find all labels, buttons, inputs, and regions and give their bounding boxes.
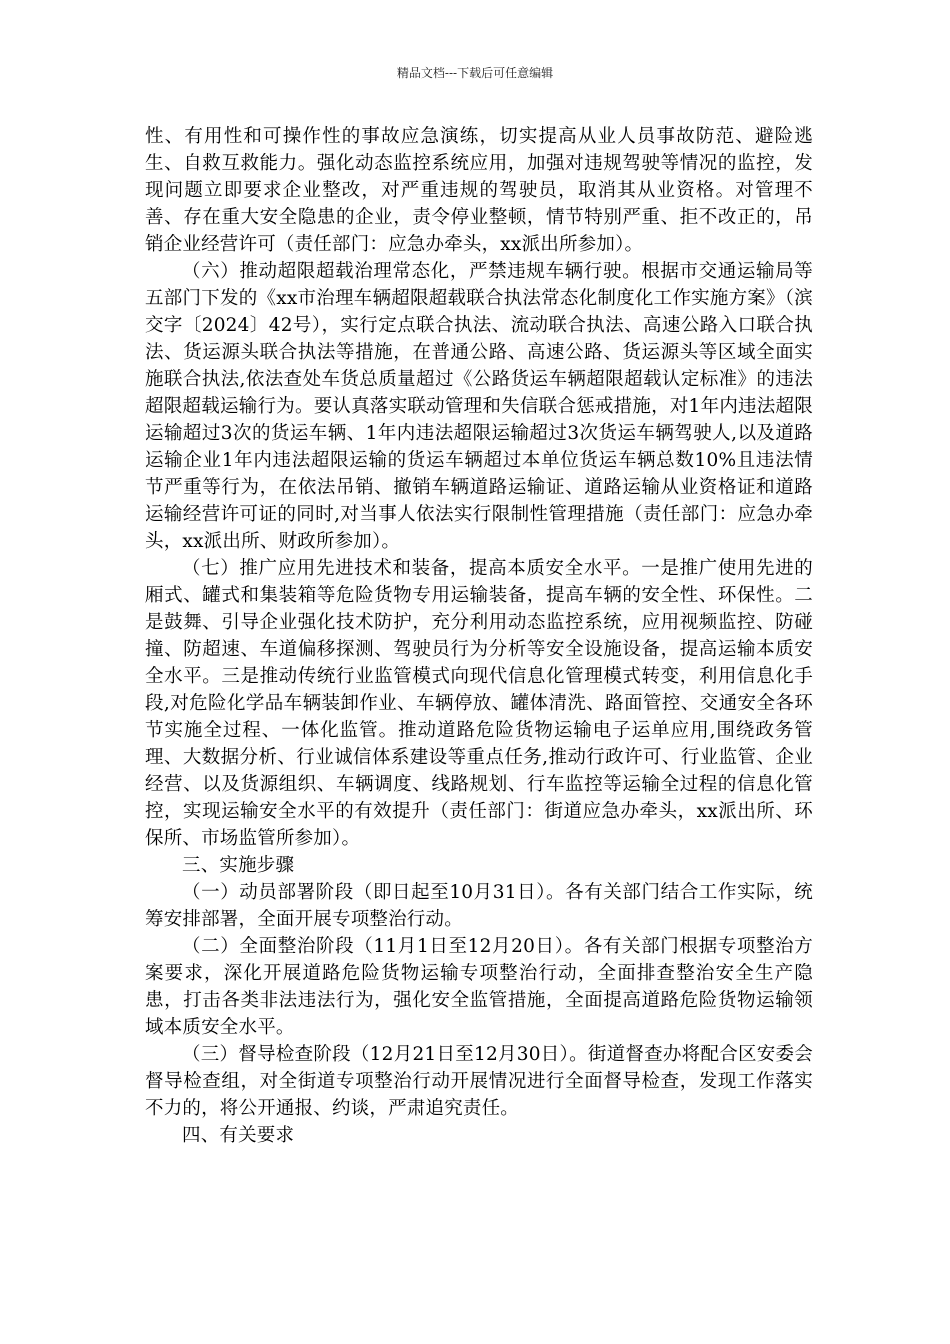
- paragraph-continuation: 性、有用性和可操作性的事故应急演练，切实提高从业人员事故防范、避险逃生、自救互救能力。强化动态监控系统应用，加强对违规驾驶等情况的监控，发现问题立即要求企业整改，对严重违规的驾驶员，取消其从业资格。对管理不善、存在重大安全隐患的企业，责令停业整顿，情节特别严重、拒不改正的，吊销企业经营许可（责任部门：应急办牵头，xx派出所参加）。: [145, 126, 813, 255]
- document-body: [145, 123, 813, 1149]
- paragraph-step-1: （一）动员部署阶段（即日起至10月31日）。各有关部门结合工作实际，统筹安排部署，全面开展专项整治行动。: [145, 882, 813, 930]
- page-header: 精品文档---下载后可任意编辑: [396, 66, 554, 80]
- paragraph-step-2: （二）全面整治阶段（11月1日至12月20日）。各有关部门根据专项整治方案要求，深化开展道路危险货物运输专项整治行动，全面排查整治安全生产隐患，打击各类非法违法行为，强化安全监管措施，全面提高道路危险货物运输领域本质安全水平。: [145, 936, 813, 1038]
- section-heading-requirements: 四、有关要求: [182, 1125, 295, 1146]
- paragraph-section-6: （六）推动超限超载治理常态化，严禁违规车辆行驶。根据市交通运输局等五部门下发的《xx市治理车辆超限超载联合执法常态化制度化工作实施方案》（滨交字〔2024〕42号），实行定点联合执法、流动联合执法、高速公路入口联合执法、货运源头联合执法等措施，在普通公路、高速公路、货运源头等区域全面实施联合执法,依法查处车货总质量超过《公路货运车辆超限超载认定标准》的违法超限超载运输行为。要认真落实联动管理和失信联合惩戒措施，对1年内违法超限运输超过3次的货运车辆、1年内违法超限运输超过3次货运车辆驾驶人,以及道路运输企业1年内违法超限运输的货运车辆超过本单位货运车辆总数10%且违法情节严重等行为，在依法吊销、撤销车辆道路运输证、道路运输从业资格证和道路运输经营许可证的同时,对当事人依法实行限制性管理措施（责任部门：应急办牵头，xx派出所、财政所参加）。: [145, 261, 813, 552]
- section-heading-implementation-steps: 三、实施步骤: [182, 855, 295, 876]
- paragraph-section-7: （七）推广应用先进技术和装备，提高本质安全水平。一是推广使用先进的厢式、罐式和集装箱等危险货物专用运输装备，提高车辆的安全性、环保性。二是鼓舞、引导企业强化技术防护，充分利用动态监控系统，应用视频监控、防碰撞、防超速、车道偏移探测、驾驶员行为分析等安全设施设备，提高运输本质安全水平。三是推动传统行业监管模式向现代信息化管理模式转变，利用信息化手段,对危险化学品车辆装卸作业、车辆停放、罐体清洗、路面管控、交通安全各环节实施全过程、一体化监管。推动道路危险货物运输电子运单应用,围绕政务管理、大数据分析、行业诚信体系建设等重点任务,推动行政许可、行业监管、企业经营、以及货源组织、车辆调度、线路规划、行车监控等运输全过程的信息化管控，实现运输安全水平的有效提升（责任部门：街道应急办牵头，xx派出所、环保所、市场监管所参加）。: [145, 558, 813, 849]
- paragraph-step-3: （三）督导检查阶段（12月21日至12月30日）。街道督查办将配合区安委会督导检查组，对全街道专项整治行动开展情况进行全面督导检查，发现工作落实不力的，将公开通报、约谈，严肃追究责任。: [145, 1044, 813, 1119]
